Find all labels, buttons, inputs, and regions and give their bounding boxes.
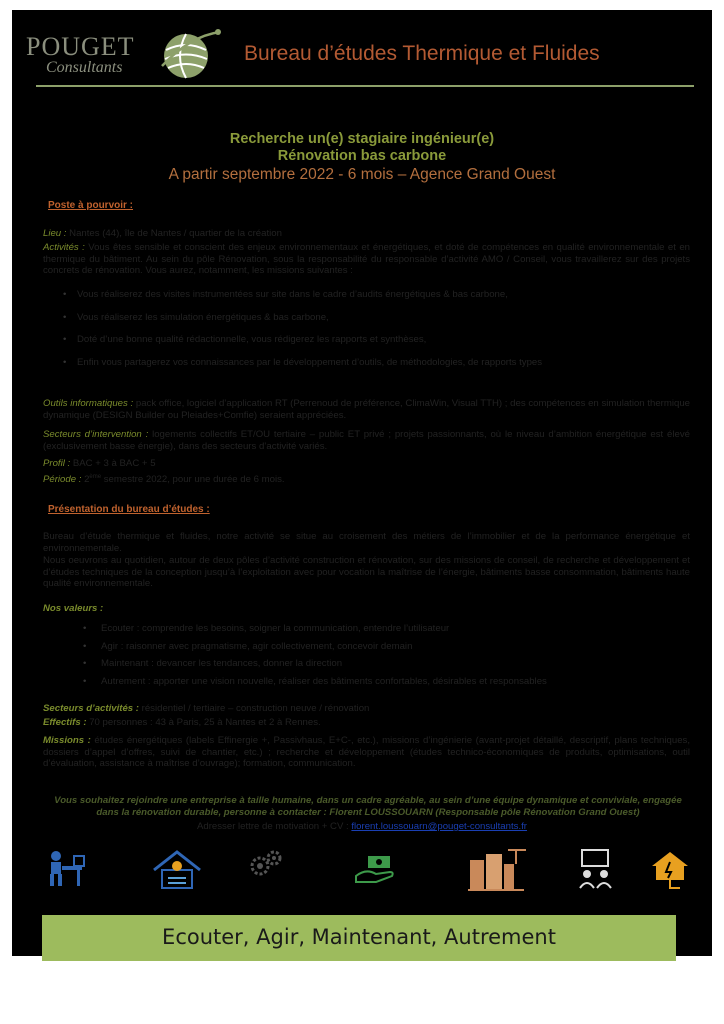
company-logo: [26, 20, 226, 80]
secteurs-activites-line: [43, 703, 690, 715]
periode-text: semestre 2022, pour une durée de 6 mois.: [101, 474, 285, 486]
service-icons-row: [12, 848, 712, 898]
missions-label: Missions :: [43, 735, 91, 746]
missions-paragraph: [43, 735, 690, 770]
house-energy-icon: [650, 848, 690, 892]
bureau-paragraph-1: Bureau d’étude thermique et fluides, notre activité se situe au croisement des métiers de l’immobilier et de la performance énergétique et environnementale.: [43, 531, 690, 554]
house-climate-icon: [150, 848, 204, 892]
missions-list: [43, 289, 683, 368]
lieu-label: Lieu :: [43, 228, 67, 239]
secteurs-paragraph: [43, 429, 690, 452]
logo-subtitle: Consultants: [46, 59, 123, 76]
contact-line: [12, 821, 712, 832]
section-heading-bureau: Présentation du bureau d’études :: [48, 504, 210, 515]
secteurs-label: Secteurs d’intervention :: [43, 429, 149, 440]
periode-superscript: ème: [89, 474, 102, 480]
hand-money-icon: [352, 848, 398, 888]
job-title: Recherche un(e) stagiaire ingénieur(e): [229, 131, 495, 147]
activites-label: Activités :: [43, 242, 85, 253]
activites-text: Vous êtes sensible et conscient des enjeux environnementaux et énergétiques, et doté de compétences en qualité environnementale et en thermique du bâtiment. Au sein du pôle Rénovation, sous la responsabilité du responsable d’activité AMO / Conseil, vous travaillerez sur des projets concrets de rénovation. Vous aurez, notamment, les missions suivantes :: [43, 242, 690, 277]
missions-text: études énergétiques (labels Effinergie +, Passivhaus, E+C-, etc.), missions d’ingénierie (avant-projet détaillé, descriptif, plans techniques, dossiers d’appel d’offres, suivi de chantier, etc.) ; recherche et développement (études technico-économiques de produits, optimisations, outil d’évaluation, assistance à maîtrise d’ouvrage); formation, communication.: [43, 735, 690, 770]
activites-paragraph: [43, 242, 690, 277]
effectifs-text: 70 personnes : 43 à Paris, 25 à Nantes et 2 à Rennes.: [86, 717, 321, 728]
bureau-paragraph-2: Nous oeuvrons au quotidien, autour de deux pôles d’activité construction et rénovation, sur des missions de conseil, de recherche et développement et d’études techniques de la conception jusqu’à l’exploitation avec pour vocation la maîtrise de l’énergie, bâtiments basse consommation, bâtiments haute qualité environnementale.: [43, 555, 690, 590]
list-item: • Vous réaliserez des visites instrumentées sur site dans le cadre d’audits énergétiques & bas carbone,: [43, 289, 683, 301]
posting-titles: [12, 131, 712, 185]
outils-label: Outils informatiques :: [43, 398, 134, 409]
periode-line: [43, 472, 690, 486]
valeurs-list: [43, 623, 683, 687]
meeting-people-icon: [576, 848, 616, 890]
job-dates: A partir septembre 2022 - 6 mois – Agence Grand Ouest: [168, 166, 556, 183]
periode-label: Période :: [43, 474, 82, 486]
profil-text: BAC + 3 à BAC + 5: [70, 458, 156, 469]
banner-text: Ecouter, Agir, Maintenant, Autrement: [162, 925, 556, 949]
effectifs-line: [43, 717, 690, 729]
header: [12, 10, 712, 86]
section-heading-poste: Poste à pourvoir :: [48, 200, 134, 211]
list-item: • Ecouter : comprendre les besoins, soigner la communication, entendre l’utilisateur: [43, 623, 683, 635]
globe-logo-icon: [160, 26, 222, 82]
periode-number: 2: [84, 474, 90, 486]
effectifs-label: Effectifs :: [43, 717, 87, 728]
list-item: • Agir : raisonner avec pragmatisme, agir collectivement, concevoir demain: [43, 641, 683, 653]
list-item: • Maintenant : devancer les tendances, donner la direction: [43, 658, 683, 670]
lieu-line: [43, 228, 690, 240]
list-item: • Enfin vous partagerez vos connaissances par le développement d’outils, de méthodologies, de rapports types: [43, 357, 683, 369]
secteurs-activites-label: Secteurs d’activités :: [43, 703, 139, 714]
valeurs-label: Nos valeurs :: [43, 603, 104, 614]
list-item: • Doté d’une bonne qualité rédactionnelle, vous rédigerez les rapports et synthèses,: [43, 334, 683, 346]
secteurs-activites-text: résidentiel / tertiaire – construction neuve / rénovation: [138, 703, 370, 714]
gears-icon: [248, 848, 284, 880]
outils-paragraph: [43, 398, 690, 421]
job-posting-page: [12, 10, 712, 956]
list-item: • Vous réaliserez les simulation énergétiques & bas carbone,: [43, 312, 683, 324]
profil-line: [43, 458, 690, 470]
lieu-text: Nantes (44), île de Nantes / quartier de la création: [66, 228, 282, 239]
header-title: Bureau d’études Thermique et Fluides: [244, 42, 600, 65]
logo-name: POUGET: [26, 32, 135, 61]
secteurs-text: logements collectifs ET/OU tertiaire – public ET privé ; projets passionnants, où le niveau d’ambition énergétique est élevé (exclusivement basse énergie), dans des secteurs d’activité variés.: [43, 429, 690, 452]
profil-label: Profil :: [43, 458, 71, 469]
construction-site-icon: [464, 848, 528, 894]
outils-text: pack office, logiciel d’application RT (Perrenoud de préférence, ClimaWin, Visual TTH) ; des compétences en simulation thermique dynamique (DESIGN Builder ou Pleiades+Comfie) seraient appréciées.: [43, 398, 690, 421]
join-invitation: Vous souhaitez rejoindre une entreprise à taille humaine, dans un cadre agréable, au sein d’une équipe dynamique et conviviale, engagée dans la rénovation durable, personne à contacter : Florent LOUSSOUARN (Responsable pôle Rénovation Grand Ouest): [54, 795, 682, 818]
contact-email-link[interactable]: florent.loussouarn@pouget-consultants.fr: [351, 821, 527, 832]
values-banner: [42, 915, 676, 961]
job-subtitle: Rénovation bas carbone: [277, 148, 447, 164]
contact-text: Adresser lettre de motivation + CV :: [197, 821, 352, 832]
office-worker-icon: [44, 848, 88, 888]
header-divider: [36, 85, 694, 87]
list-item: • Autrement : apporter une vision nouvelle, réaliser des bâtiments confortables, désirables et responsables: [43, 676, 683, 688]
